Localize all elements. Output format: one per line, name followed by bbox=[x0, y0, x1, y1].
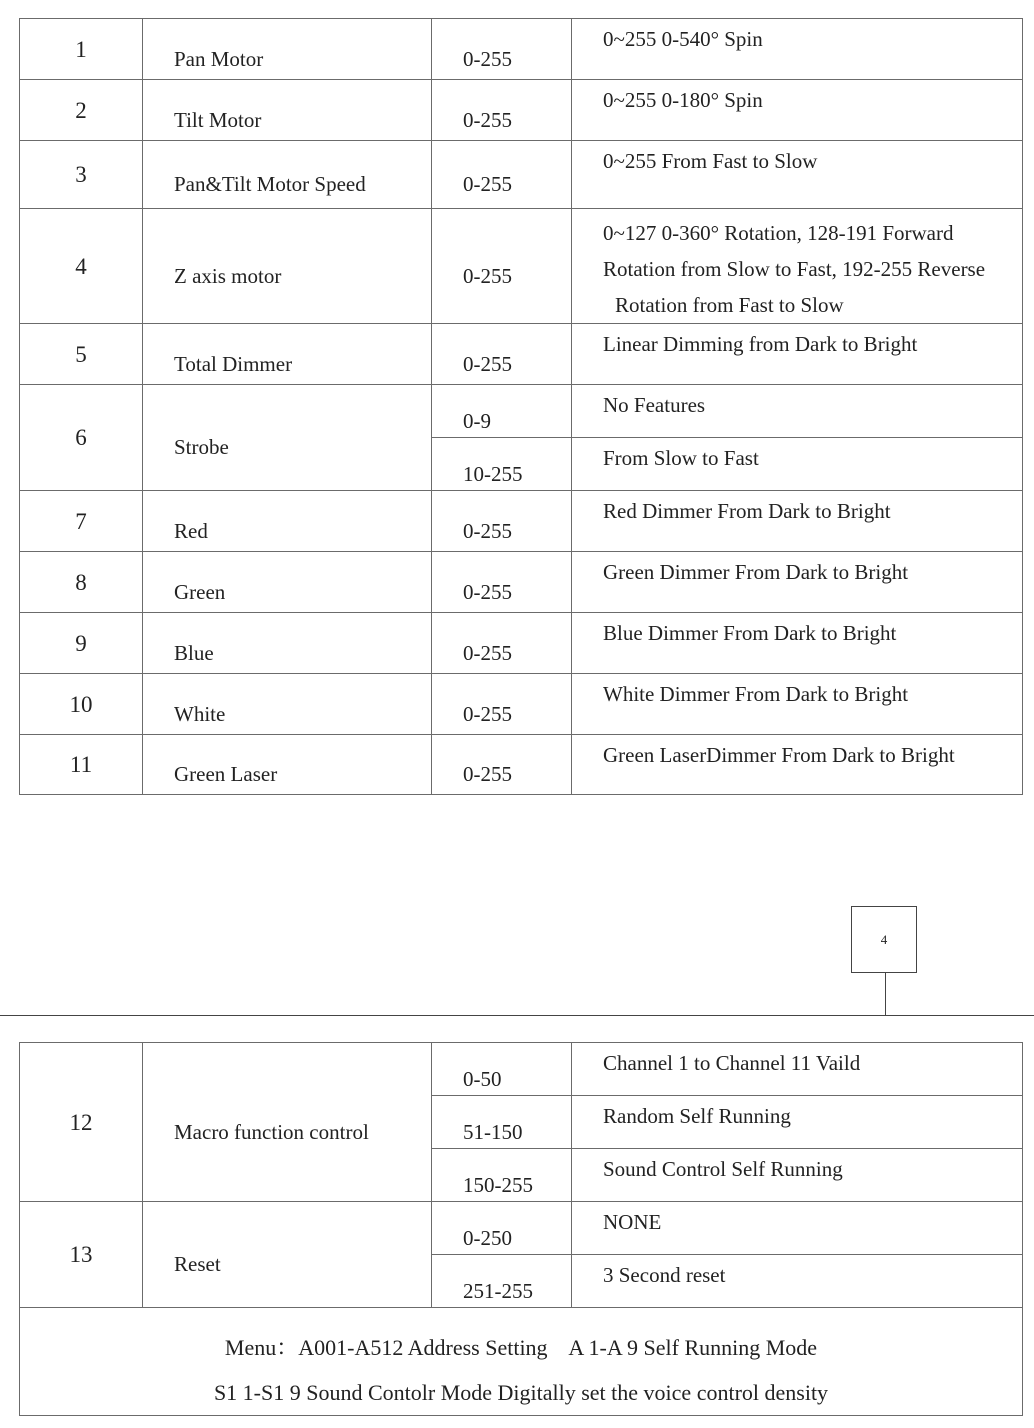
channel-function: White bbox=[143, 674, 432, 735]
channel-function: Strobe bbox=[143, 385, 432, 491]
channel-number: 5 bbox=[20, 324, 143, 385]
table-row bbox=[20, 1043, 1023, 1096]
channel-range: 10-255 bbox=[432, 438, 572, 491]
channel-function: Reset bbox=[143, 1202, 432, 1308]
menu-row bbox=[20, 1308, 1023, 1416]
channel-description: Green LaserDimmer From Dark to Bright bbox=[572, 735, 1023, 795]
table-row bbox=[20, 1202, 1023, 1255]
channel-number: 7 bbox=[20, 491, 143, 552]
channel-description: Channel 1 to Channel 11 Vaild bbox=[572, 1043, 1023, 1096]
channel-number: 9 bbox=[20, 613, 143, 674]
channel-function: Z axis motor bbox=[143, 209, 432, 324]
table-row bbox=[20, 674, 1023, 735]
channel-range: 0-255 bbox=[432, 552, 572, 613]
channel-function: Green bbox=[143, 552, 432, 613]
channel-number: 11 bbox=[20, 735, 143, 795]
table-row bbox=[20, 491, 1023, 552]
channel-description: Random Self Running bbox=[572, 1096, 1023, 1149]
channel-number: 2 bbox=[20, 80, 143, 141]
table-row bbox=[20, 209, 1023, 324]
channel-function: Total Dimmer bbox=[143, 324, 432, 385]
table-row bbox=[20, 735, 1023, 795]
channel-description: From Slow to Fast bbox=[572, 438, 1023, 491]
channel-range: 0-255 bbox=[432, 209, 572, 324]
table-row bbox=[20, 19, 1023, 80]
channel-description: 3 Second reset bbox=[572, 1255, 1023, 1308]
channel-function: Blue bbox=[143, 613, 432, 674]
channel-range: 0-255 bbox=[432, 19, 572, 80]
channel-description: 0~255 0-180° Spin bbox=[572, 80, 1023, 141]
dmx-channel-table-1 bbox=[19, 18, 1023, 795]
description-line: Rotation from Fast to Slow bbox=[615, 293, 844, 317]
channel-range: 0-255 bbox=[432, 141, 572, 209]
dmx-channel-table-2 bbox=[19, 1042, 1023, 1416]
channel-description: Sound Control Self Running bbox=[572, 1149, 1023, 1202]
table-row bbox=[20, 324, 1023, 385]
channel-function: Macro function control bbox=[143, 1043, 432, 1202]
channel-number: 13 bbox=[20, 1202, 143, 1308]
channel-range: 0-250 bbox=[432, 1202, 572, 1255]
channel-description: White Dimmer From Dark to Bright bbox=[572, 674, 1023, 735]
table-row bbox=[20, 552, 1023, 613]
channel-function: Red bbox=[143, 491, 432, 552]
channel-number: 6 bbox=[20, 385, 143, 491]
channel-range: 0-255 bbox=[432, 491, 572, 552]
table-row bbox=[20, 80, 1023, 141]
channel-range: 51-150 bbox=[432, 1096, 572, 1149]
channel-description: Blue Dimmer From Dark to Bright bbox=[572, 613, 1023, 674]
table-row bbox=[20, 613, 1023, 674]
channel-description: NONE bbox=[572, 1202, 1023, 1255]
channel-description: Red Dimmer From Dark to Bright bbox=[572, 491, 1023, 552]
channel-description bbox=[572, 209, 1023, 324]
channel-number: 12 bbox=[20, 1043, 143, 1202]
menu-note bbox=[20, 1308, 1023, 1416]
channel-range: 0-50 bbox=[432, 1043, 572, 1096]
channel-function: Pan Motor bbox=[143, 19, 432, 80]
description-line: Rotation from Slow to Fast, 192-255 Reverse bbox=[603, 257, 986, 281]
channel-range: 251-255 bbox=[432, 1255, 572, 1308]
table-row bbox=[20, 385, 1023, 438]
channel-range: 0-255 bbox=[432, 735, 572, 795]
channel-description: Green Dimmer From Dark to Bright bbox=[572, 552, 1023, 613]
channel-function: Tilt Motor bbox=[143, 80, 432, 141]
channel-range: 0-9 bbox=[432, 385, 572, 438]
channel-description: Linear Dimming from Dark to Bright bbox=[572, 324, 1023, 385]
page-number-box: 4 bbox=[851, 906, 917, 973]
channel-number: 4 bbox=[20, 209, 143, 324]
channel-function: Green Laser bbox=[143, 735, 432, 795]
channel-range: 0-255 bbox=[432, 80, 572, 141]
channel-description: 0~255 0-540° Spin bbox=[572, 19, 1023, 80]
menu-line-2: S1 1-S1 9 Sound Contolr Mode Digitally set the voice control density bbox=[213, 1380, 829, 1405]
channel-description: No Features bbox=[572, 385, 1023, 438]
channel-range: 150-255 bbox=[432, 1149, 572, 1202]
channel-range: 0-255 bbox=[432, 613, 572, 674]
table-row bbox=[20, 141, 1023, 209]
channel-range: 0-255 bbox=[432, 324, 572, 385]
page-divider bbox=[0, 1015, 1034, 1016]
channel-number: 3 bbox=[20, 141, 143, 209]
channel-number: 8 bbox=[20, 552, 143, 613]
channel-number: 1 bbox=[20, 19, 143, 80]
channel-range: 0-255 bbox=[432, 674, 572, 735]
menu-line-1: Menu：A001-A512 Address Setting A 1-A 9 Self Running Mode bbox=[224, 1335, 818, 1360]
channel-number: 10 bbox=[20, 674, 143, 735]
channel-description: 0~255 From Fast to Slow bbox=[572, 141, 1023, 209]
channel-function: Pan&Tilt Motor Speed bbox=[143, 141, 432, 209]
description-line: 0~127 0-360° Rotation, 128-191 Forward bbox=[603, 221, 954, 245]
page-number-connector bbox=[885, 973, 886, 1015]
